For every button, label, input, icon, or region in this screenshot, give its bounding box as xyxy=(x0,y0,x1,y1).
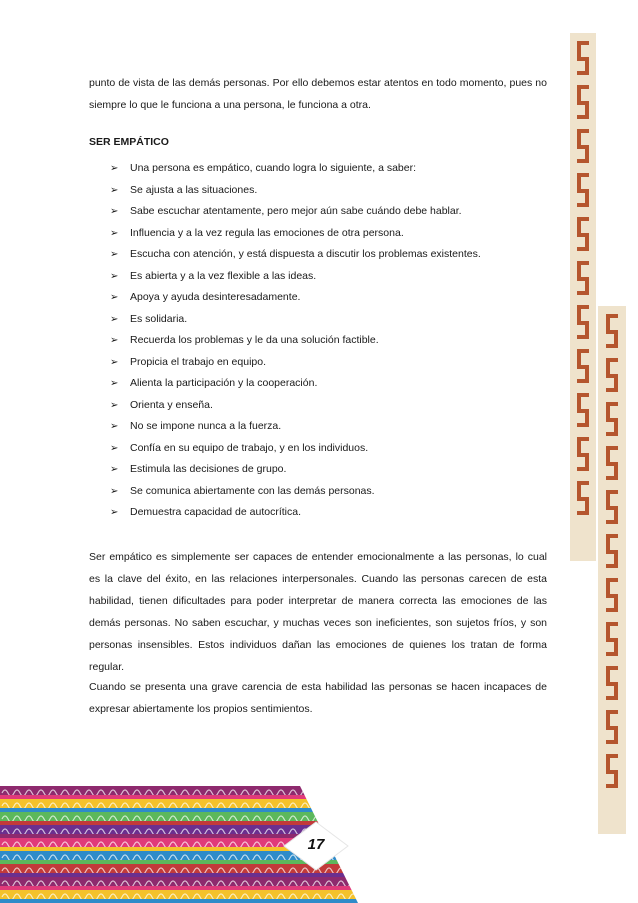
bullet-text: Sabe escuchar atentamente, pero mejor aún sabe cuándo debe hablar. xyxy=(130,205,462,217)
bullet-item xyxy=(110,438,550,460)
bullet-item xyxy=(110,201,550,223)
paragraph-3: Cuando se presenta una grave carencia de esta habilidad las personas se hacen incapaces de expresar abiertamente los propios sentimientos. xyxy=(89,681,547,715)
arrow-right-bullet-icon: ➢ xyxy=(110,421,119,432)
bullet-item xyxy=(110,180,550,202)
bullet-text: Propicia el trabajo en equipo. xyxy=(130,355,267,368)
bullet-text: Demuestra capacidad de autocrítica. xyxy=(130,506,302,518)
arrow-right-bullet-icon: ➢ xyxy=(110,464,119,475)
arrow-right-bullet-icon: ➢ xyxy=(110,356,119,368)
bullet-item xyxy=(110,244,550,266)
bullet-text: Alienta la participación y la cooperación. xyxy=(130,377,318,389)
arrow-right-bullet-icon: ➢ xyxy=(110,378,119,389)
bullet-text: Confía en su equipo de trabajo, y en los individuos. xyxy=(130,441,369,454)
arrow-right-bullet-icon: ➢ xyxy=(110,163,119,174)
bullet-text: Es solidaria. xyxy=(130,312,188,325)
arrow-right-bullet-icon: ➢ xyxy=(110,442,119,454)
bullet-item xyxy=(110,373,550,395)
arrow-right-bullet-icon: ➢ xyxy=(110,227,119,239)
section-heading: SER EMPÁTICO xyxy=(89,136,169,148)
bullet-item xyxy=(110,352,550,374)
bullet-item xyxy=(110,158,550,180)
bullet-text: Apoya y ayuda desinteresadamente. xyxy=(130,291,301,303)
bullet-text: Escucha con atención, y está dispuesta a discutir los problemas existentes. xyxy=(130,248,481,260)
arrow-right-bullet-icon: ➢ xyxy=(110,507,119,518)
paragraph-intro: punto de vista de las demás personas. Por ello debemos estar atentos en todo momento, pues no siempre lo que le funciona a una persona, le funciona a otra. xyxy=(89,77,547,111)
bullet-text: Es abierta y a la vez flexible a las ideas. xyxy=(130,269,317,282)
bullet-item xyxy=(110,502,550,524)
greek-key-motif-icon xyxy=(598,306,626,834)
bullet-item xyxy=(110,287,550,309)
bullet-text: Una persona es empático, cuando logra lo siguiente, a saber: xyxy=(130,162,417,174)
bullet-text: Se comunica abiertamente con las demás personas. xyxy=(130,484,375,497)
bullet-text: Orienta y enseña. xyxy=(130,398,213,411)
arrow-right-bullet-icon: ➢ xyxy=(110,485,119,497)
bullet-item xyxy=(110,266,550,288)
bullet-text: Influencia y a la vez regula las emociones de otra persona. xyxy=(130,226,404,239)
decorative-border-column-top xyxy=(570,33,596,561)
arrow-right-bullet-icon: ➢ xyxy=(110,206,119,217)
bullet-item xyxy=(110,481,550,503)
bullet-text: Estimula las decisiones de grupo. xyxy=(130,463,287,475)
arrow-right-bullet-icon: ➢ xyxy=(110,335,119,346)
bullet-item xyxy=(110,223,550,245)
bullet-text: No se impone nunca a la fuerza. xyxy=(130,420,282,432)
arrow-right-bullet-icon: ➢ xyxy=(110,292,119,303)
bullet-text: Se ajusta a las situaciones. xyxy=(130,183,258,196)
bullet-item xyxy=(110,309,550,331)
arrow-right-bullet-icon: ➢ xyxy=(110,249,119,260)
bullet-item xyxy=(110,416,550,438)
arrow-right-bullet-icon: ➢ xyxy=(110,184,119,196)
bullet-item xyxy=(110,459,550,481)
arrow-right-bullet-icon: ➢ xyxy=(110,313,119,325)
bullet-item xyxy=(110,330,550,352)
greek-key-motif-icon xyxy=(570,33,596,561)
arrow-right-bullet-icon: ➢ xyxy=(110,399,119,411)
bullet-list xyxy=(110,158,550,524)
decorative-border-column-bottom xyxy=(598,306,626,834)
arrow-right-bullet-icon: ➢ xyxy=(110,270,119,282)
page-number: 17 xyxy=(307,836,325,853)
paragraph-2: Ser empático es simplemente ser capaces de entender emocionalmente a las personas, lo cual es la clave del éxito, en las relaciones interpersonales. Cuando las personas carecen de esta habilidad, tienen dificultades para poder interpretar de manera correcta las emociones de las demás personas. No saben escuchar, y muchas veces son ineficientes, son sujetos fríos, y son personas insensibles. Estos individuos dañan las emociones de quienes los tratan de forma regular. xyxy=(89,551,547,673)
bullet-text: Recuerda los problemas y le da una solución factible. xyxy=(130,334,379,346)
bullet-item xyxy=(110,395,550,417)
